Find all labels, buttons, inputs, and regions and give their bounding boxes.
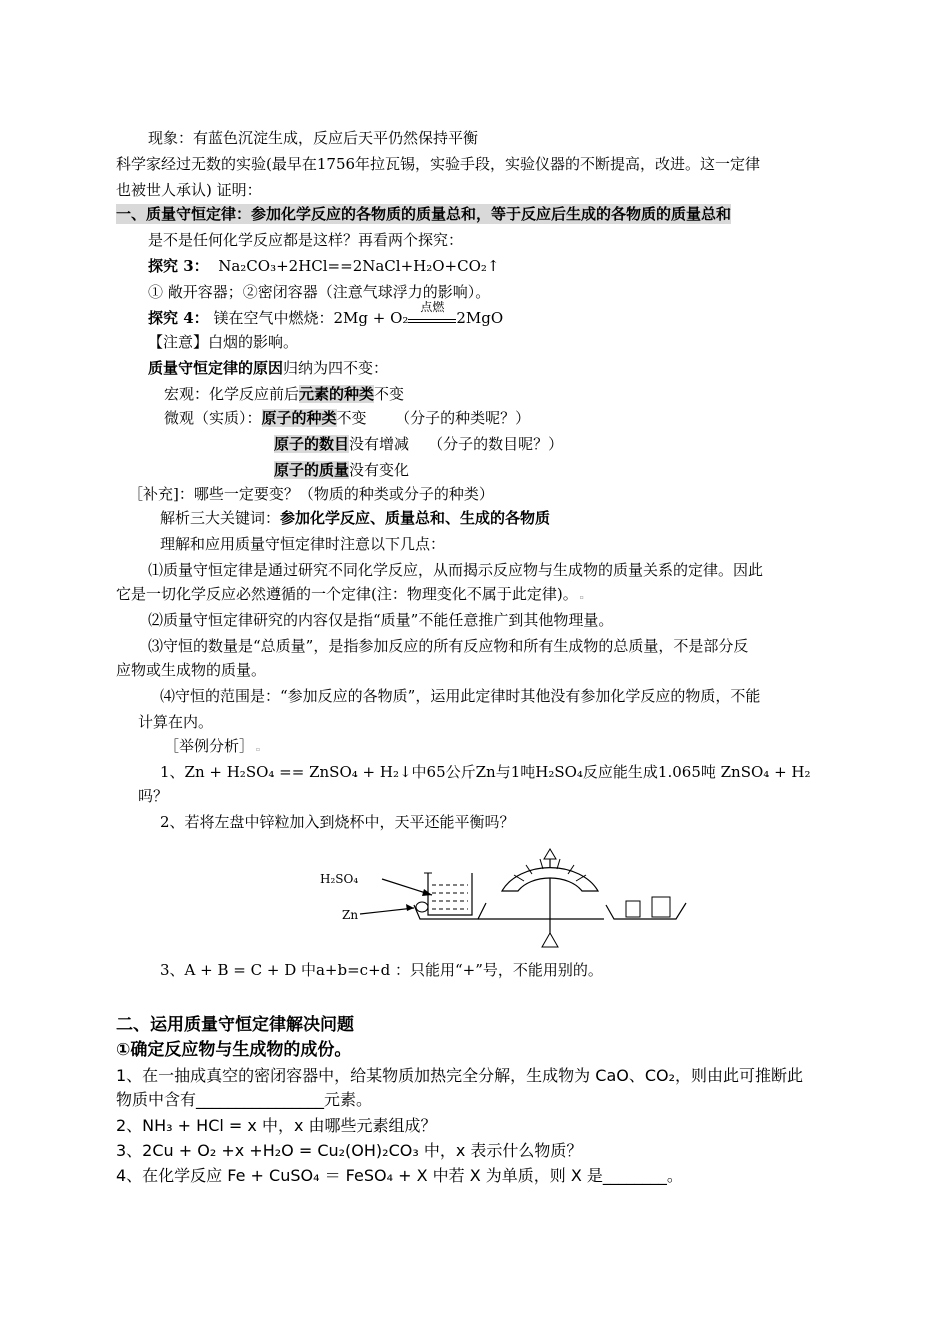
example-1: 1、Zn + H₂SO₄ == ZnSO₄ + H₂↓中65公斤Zn与1吨H₂SO₄反应能生成1.065吨 ZnSO₄ + H₂ (160, 763, 811, 781)
experiment-4 (148, 300, 504, 328)
micro-line-3 (274, 460, 409, 480)
example-heading-text: ［举例分析］ (164, 737, 255, 755)
text-line: 科学家经过无数的实验(最早在1756年拉瓦锡，实验手段，实验仪器的不断提高，改进。这一定律 (116, 155, 761, 173)
question-2: 2、NH₃ + HCl = x 中，x 由哪些元素组成？ (116, 1116, 437, 1135)
example-3: 3、A + B = C + D 中a+b=c+d ：只能用“+”号，不能用别的。 (160, 961, 603, 979)
question-1-cont: 物质中含有________________元素。 (116, 1090, 373, 1109)
mark-glyph: ▫ (254, 746, 260, 753)
supplement-line: ［补充]：哪些一定要变？（物质的种类或分子的种类） (128, 485, 494, 503)
balance-diagram (310, 845, 690, 954)
experiment-4-label: 探究 4： (148, 309, 209, 327)
micro-text-end: 没有增减 （分子的数目呢？） (349, 435, 564, 453)
keywords-bold: 参加化学反应、质量总和、生成的各物质 (280, 509, 551, 527)
zinc-granule (416, 902, 428, 912)
point-2: ⑵质量守恒定律研究的内容仅是指“质量”不能任意推广到其他物理量。 (148, 611, 614, 629)
mark-glyph: ▫ (577, 594, 584, 601)
point-1-cont (116, 584, 584, 608)
macro-text-end: 不变 (374, 385, 405, 403)
point-3: ⑶守恒的数量是“总质量”，是指参加反应的所有反应物和所有生成物的总质量，不是部分反 (148, 637, 749, 655)
point-3-cont: 应物或生成物的质量。 (116, 661, 267, 679)
reaction-condition (408, 300, 456, 323)
experiment-4-text: 镁在空气中燃烧：2Mg + O₂ (213, 309, 409, 327)
reason-bold: 质量守恒定律的原因 (148, 359, 284, 377)
question-1: 1、在一抽成真空的密闭容器中，给某物质加热完全分解，生成物为 CaO、CO₂，则由此可推断此 (116, 1066, 804, 1085)
micro-text-end: 不变 （分子的种类呢？） (336, 409, 531, 427)
macro-highlight: 元素的种类 (299, 385, 375, 403)
micro-highlight: 原子的质量 (274, 461, 350, 479)
keywords-line (160, 508, 550, 528)
acid-arrowhead (422, 889, 432, 896)
point-4: ⑷守恒的范围是：“参加反应的各物质”，运用此定律时其他没有参加化学反应的物质，不能 (160, 687, 761, 705)
experiment-3-equation: Na₂CO₃+2HCl==2NaCl+H₂O+CO₂↑ (218, 257, 500, 275)
keywords-label: 解析三大关键词： (160, 509, 281, 527)
zn-label: Zn (342, 908, 359, 922)
condition-label: 点燃 (420, 300, 445, 314)
question-4: 4、在化学反应 Fe + CuSO₄ ＝ FeSO₄ + X 中若 X 为单质，则 X 是________。 (116, 1166, 683, 1185)
micro-highlight: 原子的种类 (261, 409, 337, 427)
text-line: ① 敞开容器；②密闭容器（注意气球浮力的影响）。 (148, 283, 491, 301)
example-heading (164, 736, 260, 760)
micro-text-end: 没有变化 (349, 461, 410, 479)
example-1-cont: 吗？ (138, 787, 169, 805)
text-line: 也被世人承认) 证明： (116, 181, 262, 199)
micro-line-2 (274, 434, 563, 454)
equals-arrow (408, 319, 456, 323)
text-line: 【注意】白烟的影响。 (148, 333, 299, 351)
section-1-heading: 一、质量守恒定律：参加化学反应的各物质的质量总和，等于反应后生成的各物质的质量总和 (116, 205, 732, 223)
micro-line (164, 408, 530, 428)
experiment-3-label: 探究 3： (148, 257, 209, 275)
balance-svg (310, 845, 690, 950)
pointer-tip (544, 849, 556, 859)
micro-text: 微观（实质）： (164, 409, 262, 427)
question-3: 3、2Cu + O₂ +x +H₂O = Cu₂(OH)₂CO₃ 中，x 表示什么物质？ (116, 1141, 583, 1160)
macro-line (164, 384, 404, 404)
balance-base (542, 933, 558, 947)
weight-block (652, 897, 670, 917)
right-pan (606, 903, 686, 919)
section-2-heading: 二、运用质量守恒定律解决问题 (116, 1015, 354, 1035)
point-1: ⑴质量守恒定律是通过研究不同化学反应，从而揭示反应物与生成物的质量关系的定律。因此 (148, 561, 764, 579)
observation-line: 现象：有蓝色沉淀生成，反应后天平仍然保持平衡 (148, 129, 479, 147)
macro-text: 宏观：化学反应前后 (164, 385, 300, 403)
text-line: 是不是任何化学反应都是这样？再看两个探究： (148, 231, 464, 249)
example-2: 2、若将左盘中锌粒加入到烧杯中，天平还能平衡吗？ (160, 813, 515, 831)
section-2-subheading: ①确定反应物与生成物的成份。 (116, 1040, 352, 1060)
acid-label: H₂SO₄ (320, 872, 359, 886)
zn-arrow (360, 908, 414, 914)
reason-heading (148, 358, 388, 378)
weight-block (626, 901, 640, 917)
point-4-cont: 计算在内。 (138, 713, 214, 731)
micro-highlight: 原子的数目 (274, 435, 350, 453)
reason-rest: 归纳为四不变： (283, 359, 389, 377)
experiment-3 (148, 256, 499, 276)
point-1-text: 它是一切化学反应必然遵循的一个定律(注：物理变化不属于此定律)。 (116, 585, 578, 603)
zn-arrowhead (406, 904, 414, 911)
text-line: 理解和应用质量守恒定律时注意以下几点： (160, 535, 446, 553)
experiment-4-product: 2MgO (456, 309, 504, 327)
